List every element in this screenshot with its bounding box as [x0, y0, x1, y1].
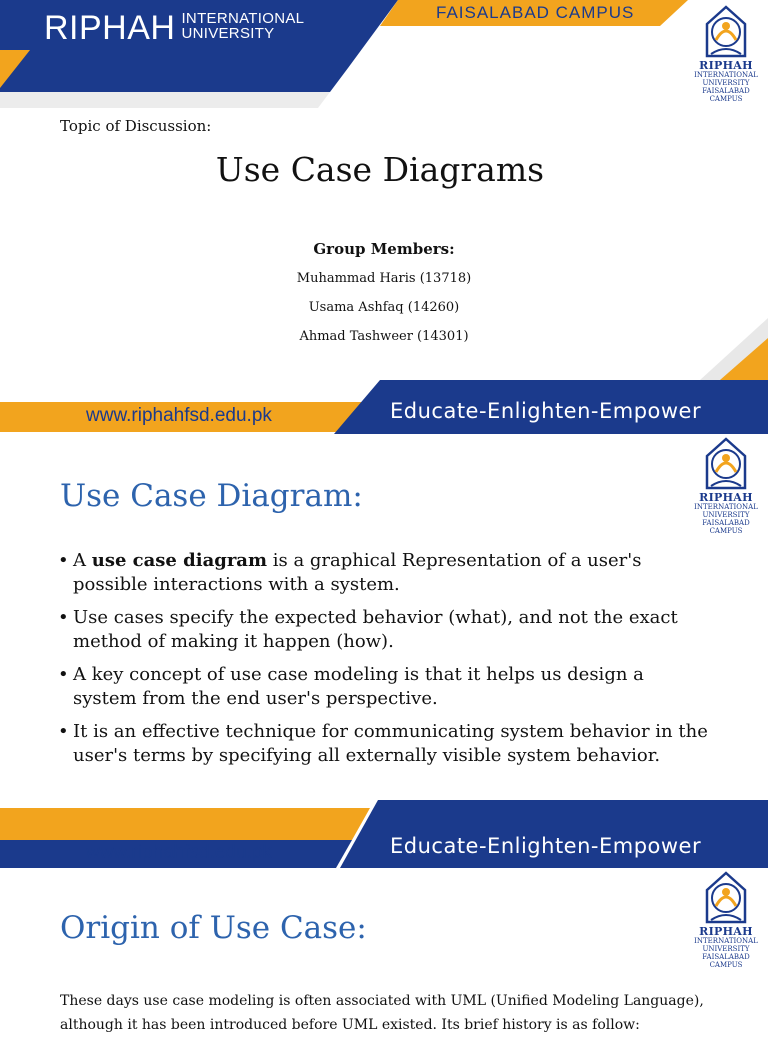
- logo-line1: INTERNATIONAL: [694, 503, 758, 511]
- logo-name: RIPHAH: [699, 59, 753, 72]
- bullet-text: is a graphical Representation of a user's possible interactions with a system.: [73, 550, 642, 595]
- footer-url: www.riphahfsd.edu.pk: [86, 842, 272, 863]
- logo-line3: FAISALABAD CAMPUS: [702, 519, 750, 535]
- logo-line1: INTERNATIONAL: [694, 937, 758, 945]
- logo-line2: UNIVERSITY: [702, 945, 750, 953]
- brand-sub-line1: INTERNATIONAL: [181, 10, 305, 27]
- member-item: Ahmad Tashweer (14301): [299, 329, 469, 344]
- logo-line1: INTERNATIONAL: [694, 71, 758, 79]
- slide-definition: [0, 434, 768, 868]
- bullet-list: [58, 549, 708, 777]
- member-item: Muhammad Haris (13718): [296, 271, 472, 286]
- brand-subtitle: [181, 11, 304, 41]
- emblem-icon: [699, 870, 753, 926]
- university-logo: [686, 4, 766, 103]
- logo-line2: UNIVERSITY: [702, 511, 750, 519]
- university-logo: [686, 436, 766, 535]
- emblem-icon: [699, 4, 753, 60]
- emblem-icon: [699, 436, 753, 492]
- slide-origin: [0, 868, 768, 1033]
- group-members-label: Group Members:: [313, 240, 455, 258]
- brand-sub-line2: UNIVERSITY: [181, 25, 275, 42]
- footer-motto: Educate-Enlighten-Empower: [390, 834, 702, 858]
- slide-title: [0, 0, 768, 434]
- topic-label: Topic of Discussion:: [60, 117, 212, 135]
- logo-name: RIPHAH: [699, 491, 753, 504]
- member-item: Usama Ashfaq (14260): [308, 300, 460, 315]
- logo-name: RIPHAH: [699, 925, 753, 938]
- bullet-text: A: [73, 550, 92, 571]
- bullet-item: • Use cases specify the expected behavior (what), and not the exact method of making it happen (how).: [58, 606, 708, 654]
- university-logo: [686, 870, 766, 969]
- logo-line3: FAISALABAD CAMPUS: [702, 87, 750, 103]
- brand-name: RIPHAH: [44, 9, 176, 47]
- bullet-bold-term: use case diagram: [91, 550, 268, 571]
- presentation-title: Use Case Diagrams: [215, 150, 545, 189]
- brand-logotype: [44, 9, 304, 47]
- footer-motto: Educate-Enlighten-Empower: [390, 399, 702, 423]
- bullet-item: • It is an effective technique for communicating system behavior in the user's terms by specifying all externally visible system behavior.: [58, 720, 708, 768]
- slide-title: Origin of Use Case:: [60, 910, 367, 946]
- logo-line2: UNIVERSITY: [702, 79, 750, 87]
- logo-line3: FAISALABAD CAMPUS: [702, 953, 750, 969]
- footer-url: www.riphahfsd.edu.pk: [86, 405, 272, 426]
- campus-label: FAISALABAD CAMPUS: [436, 3, 635, 22]
- body-paragraph: These days use case modeling is often associated with UML (Unified Modeling Language), although it has been introduced before UML existed. Its brief history is as follow:: [60, 993, 704, 1033]
- bullet-item: [58, 549, 708, 597]
- slide-title: Use Case Diagram:: [60, 478, 363, 514]
- bullet-item: • A key concept of use case modeling is that it helps us design a system from the end user's perspective.: [58, 663, 708, 711]
